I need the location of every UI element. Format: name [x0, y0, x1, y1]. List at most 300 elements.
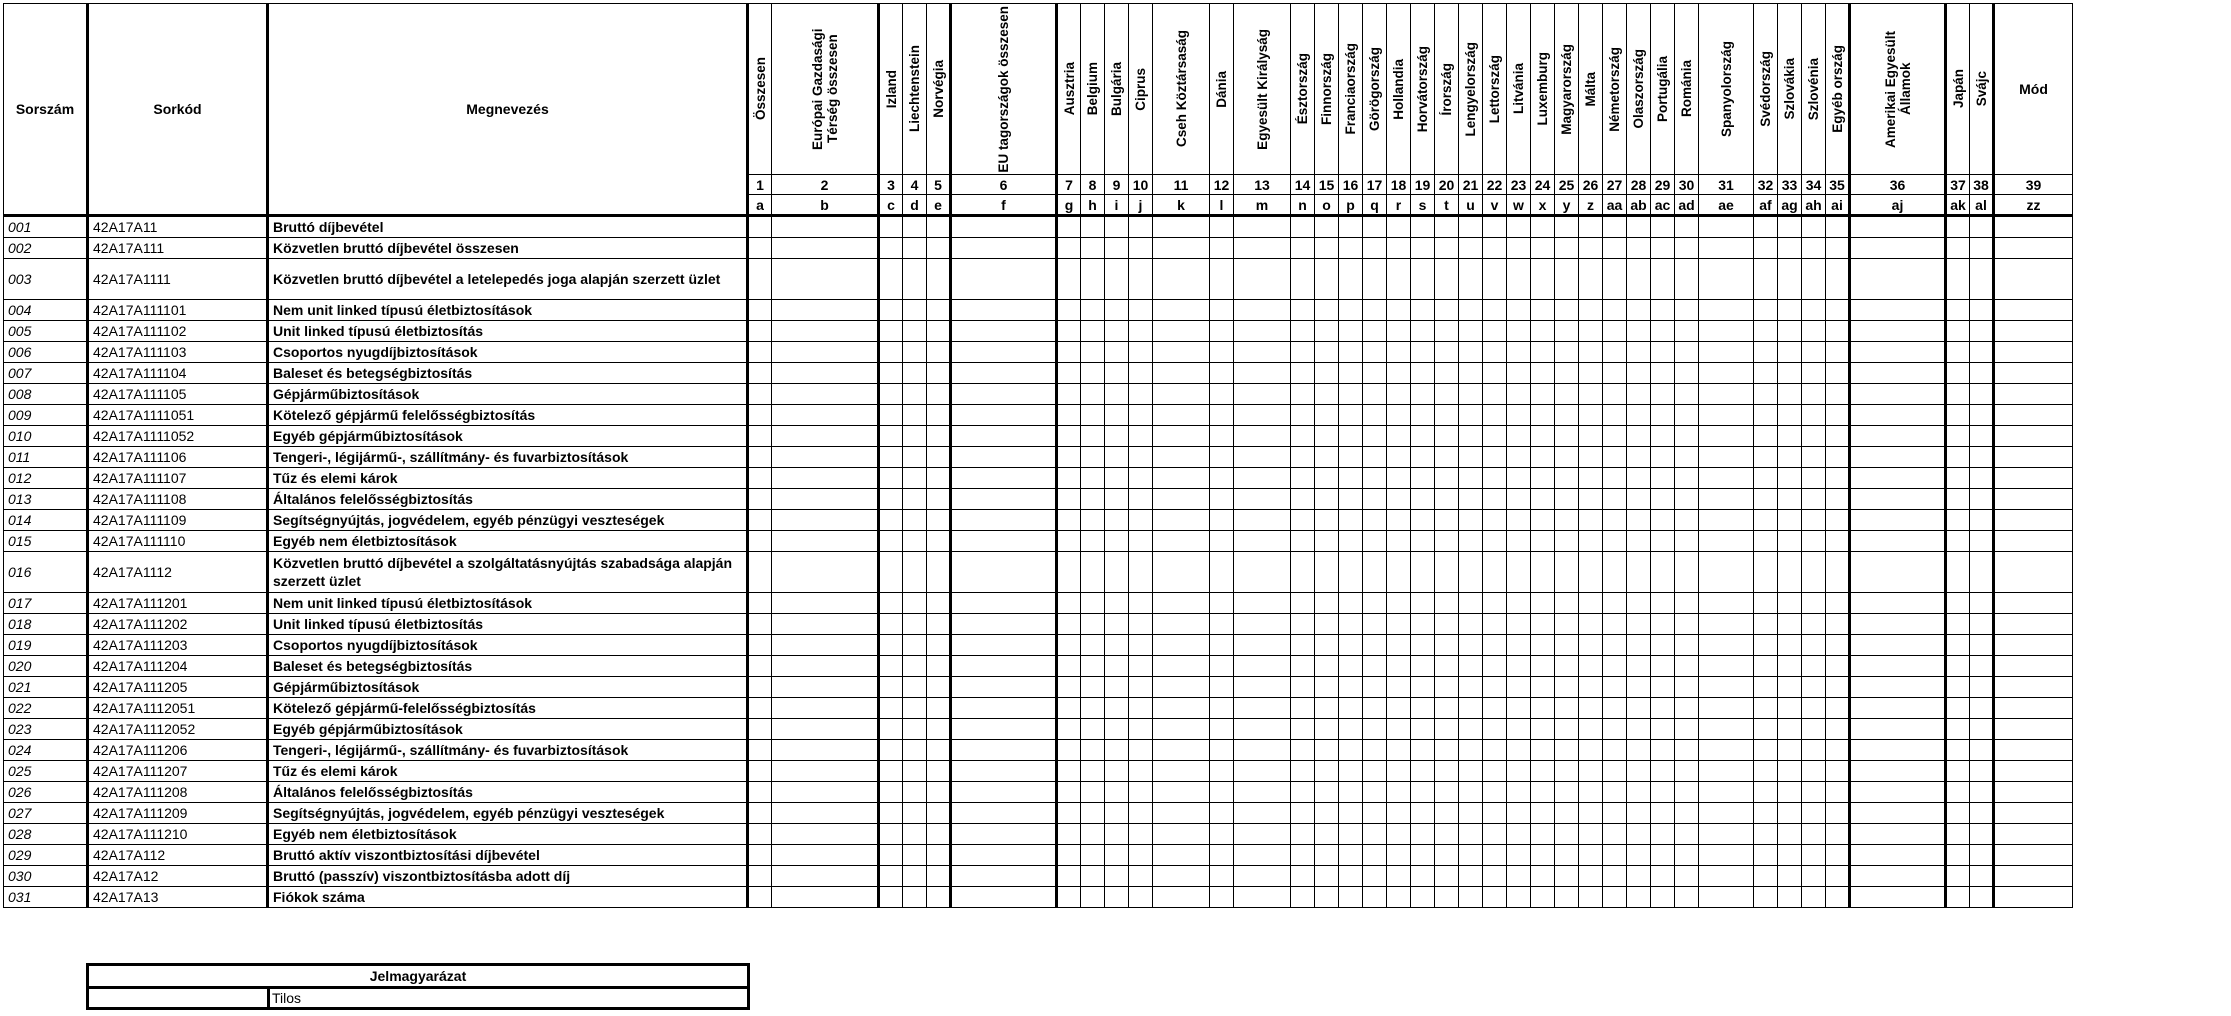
data-cell[interactable] [1531, 216, 1555, 238]
data-cell[interactable] [1699, 238, 1754, 259]
data-cell[interactable] [1435, 782, 1459, 803]
data-cell[interactable] [1339, 363, 1363, 384]
data-cell[interactable] [1994, 761, 2073, 782]
data-cell[interactable] [748, 426, 772, 447]
data-cell[interactable] [1699, 824, 1754, 845]
data-cell[interactable] [1315, 698, 1339, 719]
data-cell[interactable] [1754, 489, 1778, 510]
data-cell[interactable] [1363, 531, 1387, 552]
data-cell[interactable] [1057, 489, 1081, 510]
data-cell[interactable] [1459, 489, 1483, 510]
data-cell[interactable] [1483, 321, 1507, 342]
data-cell[interactable] [1387, 489, 1411, 510]
data-cell[interactable] [1754, 866, 1778, 887]
data-cell[interactable] [1210, 887, 1234, 908]
data-cell[interactable] [1946, 321, 1970, 342]
data-cell[interactable] [1778, 468, 1802, 489]
data-cell[interactable] [1627, 845, 1651, 866]
data-cell[interactable] [748, 866, 772, 887]
data-cell[interactable] [1411, 656, 1435, 677]
data-cell[interactable] [1675, 887, 1699, 908]
data-cell[interactable] [1411, 845, 1435, 866]
data-cell[interactable] [1105, 510, 1129, 531]
data-cell[interactable] [1507, 845, 1531, 866]
data-cell[interactable] [748, 656, 772, 677]
data-cell[interactable] [1699, 384, 1754, 405]
data-cell[interactable] [1435, 635, 1459, 656]
data-cell[interactable] [1129, 824, 1153, 845]
data-cell[interactable] [748, 216, 772, 238]
data-cell[interactable] [903, 552, 927, 593]
data-cell[interactable] [772, 593, 879, 614]
data-cell[interactable] [1826, 259, 1850, 300]
data-cell[interactable] [1850, 656, 1946, 677]
data-cell[interactable] [1387, 363, 1411, 384]
data-cell[interactable] [1105, 216, 1129, 238]
data-cell[interactable] [1754, 552, 1778, 593]
data-cell[interactable] [927, 510, 951, 531]
data-cell[interactable] [1579, 321, 1603, 342]
data-cell[interactable] [1699, 489, 1754, 510]
data-cell[interactable] [1291, 447, 1315, 468]
data-cell[interactable] [1603, 216, 1627, 238]
data-cell[interactable] [1129, 447, 1153, 468]
data-cell[interactable] [1057, 740, 1081, 761]
data-cell[interactable] [1699, 426, 1754, 447]
data-cell[interactable] [1483, 782, 1507, 803]
data-cell[interactable] [1057, 677, 1081, 698]
data-cell[interactable] [927, 259, 951, 300]
data-cell[interactable] [1105, 635, 1129, 656]
data-cell[interactable] [1531, 238, 1555, 259]
data-cell[interactable] [1699, 468, 1754, 489]
data-cell[interactable] [1531, 321, 1555, 342]
data-cell[interactable] [1315, 468, 1339, 489]
data-cell[interactable] [1153, 866, 1210, 887]
data-cell[interactable] [927, 216, 951, 238]
data-cell[interactable] [1778, 887, 1802, 908]
data-cell[interactable] [1291, 552, 1315, 593]
data-cell[interactable] [1531, 300, 1555, 321]
data-cell[interactable] [772, 259, 879, 300]
data-cell[interactable] [1555, 238, 1579, 259]
data-cell[interactable] [1291, 593, 1315, 614]
data-cell[interactable] [1483, 384, 1507, 405]
data-cell[interactable] [1754, 824, 1778, 845]
data-cell[interactable] [927, 426, 951, 447]
data-cell[interactable] [1129, 489, 1153, 510]
data-cell[interactable] [1210, 216, 1234, 238]
data-cell[interactable] [927, 656, 951, 677]
data-cell[interactable] [772, 384, 879, 405]
data-cell[interactable] [1291, 363, 1315, 384]
data-cell[interactable] [1603, 740, 1627, 761]
data-cell[interactable] [1507, 405, 1531, 426]
data-cell[interactable] [879, 614, 903, 635]
data-cell[interactable] [1778, 238, 1802, 259]
data-cell[interactable] [1435, 866, 1459, 887]
data-cell[interactable] [1754, 238, 1778, 259]
data-cell[interactable] [748, 782, 772, 803]
data-cell[interactable] [1057, 531, 1081, 552]
data-cell[interactable] [1105, 342, 1129, 363]
data-cell[interactable] [879, 426, 903, 447]
data-cell[interactable] [1081, 216, 1105, 238]
data-cell[interactable] [879, 677, 903, 698]
data-cell[interactable] [1946, 216, 1970, 238]
data-cell[interactable] [1946, 259, 1970, 300]
data-cell[interactable] [1210, 259, 1234, 300]
data-cell[interactable] [1387, 677, 1411, 698]
data-cell[interactable] [1603, 782, 1627, 803]
data-cell[interactable] [1850, 698, 1946, 719]
data-cell[interactable] [1754, 677, 1778, 698]
data-cell[interactable] [903, 824, 927, 845]
data-cell[interactable] [1555, 803, 1579, 824]
data-cell[interactable] [1291, 698, 1315, 719]
data-cell[interactable] [1675, 845, 1699, 866]
data-cell[interactable] [1531, 384, 1555, 405]
data-cell[interactable] [1363, 552, 1387, 593]
data-cell[interactable] [1363, 405, 1387, 426]
data-cell[interactable] [1802, 300, 1826, 321]
data-cell[interactable] [1483, 740, 1507, 761]
data-cell[interactable] [1994, 426, 2073, 447]
data-cell[interactable] [1507, 614, 1531, 635]
data-cell[interactable] [1234, 593, 1291, 614]
data-cell[interactable] [1970, 614, 1994, 635]
data-cell[interactable] [1778, 656, 1802, 677]
data-cell[interactable] [1555, 489, 1579, 510]
data-cell[interactable] [1627, 426, 1651, 447]
data-cell[interactable] [1651, 845, 1675, 866]
data-cell[interactable] [903, 740, 927, 761]
data-cell[interactable] [1970, 824, 1994, 845]
data-cell[interactable] [1483, 698, 1507, 719]
data-cell[interactable] [1339, 656, 1363, 677]
data-cell[interactable] [1153, 238, 1210, 259]
data-cell[interactable] [1315, 866, 1339, 887]
data-cell[interactable] [1850, 259, 1946, 300]
data-cell[interactable] [1435, 216, 1459, 238]
data-cell[interactable] [1675, 803, 1699, 824]
data-cell[interactable] [772, 510, 879, 531]
data-cell[interactable] [1778, 405, 1802, 426]
data-cell[interactable] [1057, 803, 1081, 824]
data-cell[interactable] [1627, 300, 1651, 321]
data-cell[interactable] [1778, 321, 1802, 342]
data-cell[interactable] [1210, 510, 1234, 531]
data-cell[interactable] [1802, 740, 1826, 761]
data-cell[interactable] [1531, 698, 1555, 719]
data-cell[interactable] [879, 761, 903, 782]
data-cell[interactable] [1675, 238, 1699, 259]
data-cell[interactable] [1627, 447, 1651, 468]
data-cell[interactable] [1081, 300, 1105, 321]
data-cell[interactable] [1411, 300, 1435, 321]
data-cell[interactable] [1826, 782, 1850, 803]
data-cell[interactable] [1778, 531, 1802, 552]
data-cell[interactable] [772, 216, 879, 238]
data-cell[interactable] [1531, 635, 1555, 656]
data-cell[interactable] [951, 259, 1057, 300]
data-cell[interactable] [1531, 259, 1555, 300]
data-cell[interactable] [1946, 510, 1970, 531]
data-cell[interactable] [1507, 761, 1531, 782]
data-cell[interactable] [1234, 824, 1291, 845]
data-cell[interactable] [927, 468, 951, 489]
data-cell[interactable] [1363, 593, 1387, 614]
data-cell[interactable] [1778, 216, 1802, 238]
data-cell[interactable] [1603, 238, 1627, 259]
data-cell[interactable] [1387, 803, 1411, 824]
data-cell[interactable] [1603, 866, 1627, 887]
data-cell[interactable] [1315, 405, 1339, 426]
data-cell[interactable] [1057, 238, 1081, 259]
data-cell[interactable] [1651, 635, 1675, 656]
data-cell[interactable] [1802, 363, 1826, 384]
data-cell[interactable] [1994, 614, 2073, 635]
data-cell[interactable] [772, 782, 879, 803]
data-cell[interactable] [1363, 510, 1387, 531]
data-cell[interactable] [1081, 363, 1105, 384]
data-cell[interactable] [1754, 635, 1778, 656]
data-cell[interactable] [1363, 677, 1387, 698]
data-cell[interactable] [951, 405, 1057, 426]
data-cell[interactable] [1057, 510, 1081, 531]
data-cell[interactable] [1651, 405, 1675, 426]
data-cell[interactable] [1850, 677, 1946, 698]
data-cell[interactable] [1339, 782, 1363, 803]
data-cell[interactable] [1057, 405, 1081, 426]
data-cell[interactable] [1459, 803, 1483, 824]
data-cell[interactable] [1778, 300, 1802, 321]
data-cell[interactable] [1459, 259, 1483, 300]
data-cell[interactable] [1555, 468, 1579, 489]
data-cell[interactable] [1627, 238, 1651, 259]
data-cell[interactable] [1627, 698, 1651, 719]
data-cell[interactable] [927, 489, 951, 510]
data-cell[interactable] [1994, 489, 2073, 510]
data-cell[interactable] [1459, 384, 1483, 405]
data-cell[interactable] [1826, 238, 1850, 259]
data-cell[interactable] [1291, 300, 1315, 321]
data-cell[interactable] [1579, 426, 1603, 447]
data-cell[interactable] [1315, 614, 1339, 635]
data-cell[interactable] [951, 614, 1057, 635]
data-cell[interactable] [1507, 321, 1531, 342]
data-cell[interactable] [748, 677, 772, 698]
data-cell[interactable] [1435, 300, 1459, 321]
data-cell[interactable] [1675, 447, 1699, 468]
data-cell[interactable] [1435, 719, 1459, 740]
data-cell[interactable] [1627, 321, 1651, 342]
data-cell[interactable] [879, 803, 903, 824]
data-cell[interactable] [903, 468, 927, 489]
data-cell[interactable] [927, 698, 951, 719]
data-cell[interactable] [1531, 342, 1555, 363]
data-cell[interactable] [1675, 426, 1699, 447]
data-cell[interactable] [1850, 887, 1946, 908]
data-cell[interactable] [903, 635, 927, 656]
data-cell[interactable] [1057, 216, 1081, 238]
data-cell[interactable] [879, 552, 903, 593]
data-cell[interactable] [1754, 259, 1778, 300]
data-cell[interactable] [1483, 426, 1507, 447]
data-cell[interactable] [1363, 216, 1387, 238]
data-cell[interactable] [1435, 384, 1459, 405]
data-cell[interactable] [1699, 216, 1754, 238]
data-cell[interactable] [1387, 845, 1411, 866]
data-cell[interactable] [1129, 761, 1153, 782]
data-cell[interactable] [1802, 782, 1826, 803]
data-cell[interactable] [1651, 866, 1675, 887]
data-cell[interactable] [1210, 635, 1234, 656]
data-cell[interactable] [1459, 593, 1483, 614]
data-cell[interactable] [1970, 321, 1994, 342]
data-cell[interactable] [1105, 238, 1129, 259]
data-cell[interactable] [1153, 761, 1210, 782]
data-cell[interactable] [951, 384, 1057, 405]
data-cell[interactable] [1802, 824, 1826, 845]
data-cell[interactable] [1675, 468, 1699, 489]
data-cell[interactable] [1699, 803, 1754, 824]
data-cell[interactable] [772, 614, 879, 635]
data-cell[interactable] [1315, 259, 1339, 300]
data-cell[interactable] [1363, 845, 1387, 866]
data-cell[interactable] [1363, 363, 1387, 384]
data-cell[interactable] [1363, 782, 1387, 803]
data-cell[interactable] [1507, 803, 1531, 824]
data-cell[interactable] [951, 300, 1057, 321]
data-cell[interactable] [1994, 384, 2073, 405]
data-cell[interactable] [1339, 866, 1363, 887]
data-cell[interactable] [1105, 321, 1129, 342]
data-cell[interactable] [1555, 552, 1579, 593]
data-cell[interactable] [748, 363, 772, 384]
data-cell[interactable] [1210, 489, 1234, 510]
data-cell[interactable] [927, 405, 951, 426]
data-cell[interactable] [1339, 216, 1363, 238]
data-cell[interactable] [1387, 887, 1411, 908]
data-cell[interactable] [927, 300, 951, 321]
data-cell[interactable] [1579, 405, 1603, 426]
data-cell[interactable] [1507, 531, 1531, 552]
data-cell[interactable] [1129, 216, 1153, 238]
data-cell[interactable] [1531, 824, 1555, 845]
data-cell[interactable] [1994, 259, 2073, 300]
data-cell[interactable] [1234, 216, 1291, 238]
data-cell[interactable] [1579, 510, 1603, 531]
data-cell[interactable] [1507, 300, 1531, 321]
data-cell[interactable] [1315, 531, 1339, 552]
data-cell[interactable] [1651, 447, 1675, 468]
data-cell[interactable] [1651, 677, 1675, 698]
data-cell[interactable] [1210, 803, 1234, 824]
data-cell[interactable] [1651, 761, 1675, 782]
data-cell[interactable] [1387, 405, 1411, 426]
data-cell[interactable] [1802, 761, 1826, 782]
data-cell[interactable] [879, 384, 903, 405]
data-cell[interactable] [1363, 761, 1387, 782]
data-cell[interactable] [1363, 887, 1387, 908]
data-cell[interactable] [1778, 614, 1802, 635]
data-cell[interactable] [1105, 719, 1129, 740]
data-cell[interactable] [1802, 342, 1826, 363]
data-cell[interactable] [1435, 740, 1459, 761]
data-cell[interactable] [1603, 761, 1627, 782]
data-cell[interactable] [903, 761, 927, 782]
data-cell[interactable] [1507, 489, 1531, 510]
data-cell[interactable] [1411, 426, 1435, 447]
data-cell[interactable] [903, 300, 927, 321]
data-cell[interactable] [1699, 342, 1754, 363]
data-cell[interactable] [1579, 803, 1603, 824]
data-cell[interactable] [1315, 845, 1339, 866]
data-cell[interactable] [1946, 845, 1970, 866]
data-cell[interactable] [1291, 803, 1315, 824]
data-cell[interactable] [1531, 719, 1555, 740]
data-cell[interactable] [1387, 782, 1411, 803]
data-cell[interactable] [1970, 468, 1994, 489]
data-cell[interactable] [1315, 740, 1339, 761]
data-cell[interactable] [1754, 740, 1778, 761]
data-cell[interactable] [1315, 656, 1339, 677]
data-cell[interactable] [1081, 531, 1105, 552]
data-cell[interactable] [1483, 656, 1507, 677]
data-cell[interactable] [1459, 614, 1483, 635]
data-cell[interactable] [1363, 824, 1387, 845]
data-cell[interactable] [1603, 845, 1627, 866]
data-cell[interactable] [1435, 426, 1459, 447]
data-cell[interactable] [1459, 782, 1483, 803]
data-cell[interactable] [748, 259, 772, 300]
data-cell[interactable] [927, 614, 951, 635]
data-cell[interactable] [951, 552, 1057, 593]
data-cell[interactable] [1483, 635, 1507, 656]
data-cell[interactable] [1210, 342, 1234, 363]
data-cell[interactable] [1081, 426, 1105, 447]
data-cell[interactable] [1627, 866, 1651, 887]
data-cell[interactable] [1435, 531, 1459, 552]
data-cell[interactable] [1411, 384, 1435, 405]
data-cell[interactable] [1153, 531, 1210, 552]
data-cell[interactable] [1627, 887, 1651, 908]
data-cell[interactable] [1234, 489, 1291, 510]
data-cell[interactable] [1826, 489, 1850, 510]
data-cell[interactable] [772, 635, 879, 656]
data-cell[interactable] [1555, 887, 1579, 908]
data-cell[interactable] [1531, 761, 1555, 782]
data-cell[interactable] [1994, 866, 2073, 887]
data-cell[interactable] [1291, 845, 1315, 866]
data-cell[interactable] [927, 593, 951, 614]
data-cell[interactable] [1850, 593, 1946, 614]
data-cell[interactable] [1579, 719, 1603, 740]
data-cell[interactable] [1411, 677, 1435, 698]
data-cell[interactable] [879, 216, 903, 238]
data-cell[interactable] [1339, 803, 1363, 824]
data-cell[interactable] [1754, 614, 1778, 635]
data-cell[interactable] [1459, 845, 1483, 866]
data-cell[interactable] [1459, 510, 1483, 531]
data-cell[interactable] [1411, 698, 1435, 719]
data-cell[interactable] [1363, 321, 1387, 342]
data-cell[interactable] [1802, 845, 1826, 866]
data-cell[interactable] [1946, 342, 1970, 363]
data-cell[interactable] [1627, 824, 1651, 845]
data-cell[interactable] [1507, 782, 1531, 803]
